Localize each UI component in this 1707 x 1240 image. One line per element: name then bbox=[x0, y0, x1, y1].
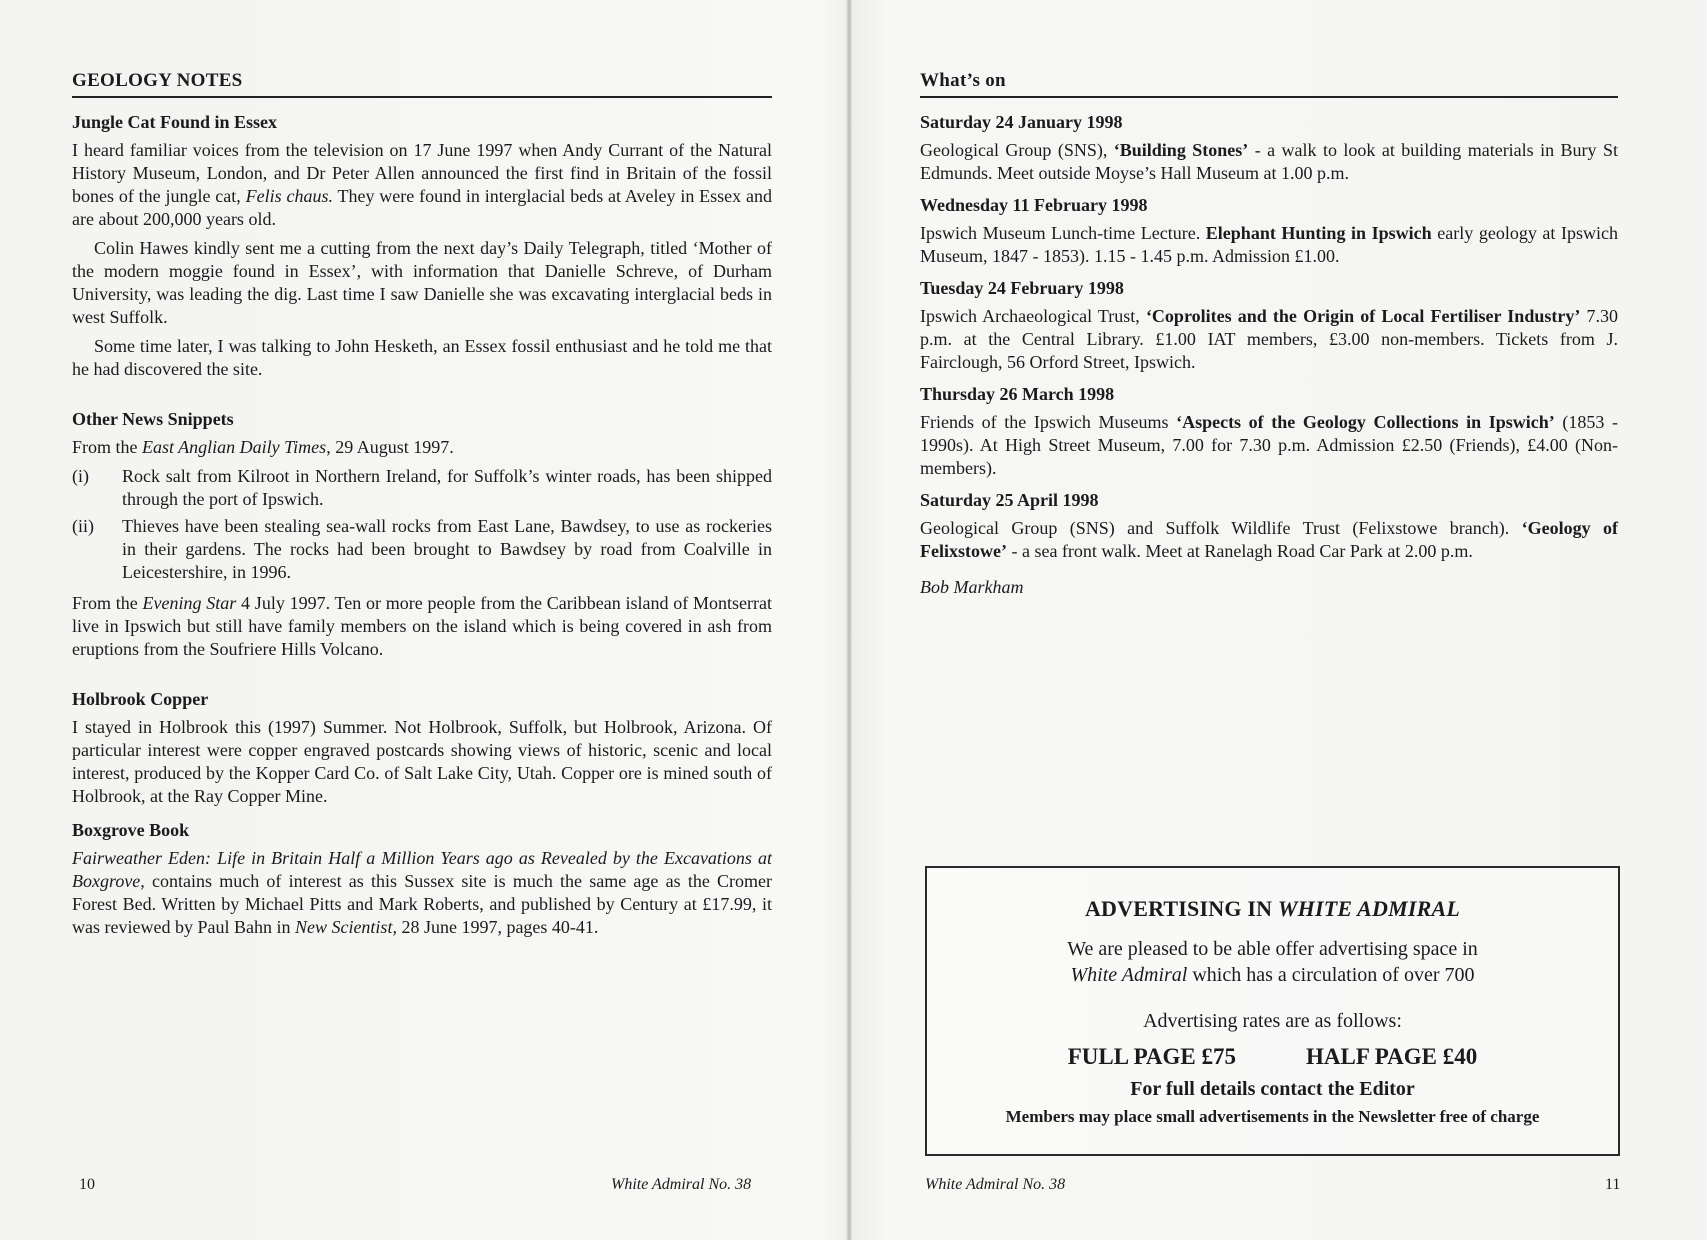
event-item bbox=[920, 112, 1618, 185]
event-date: Thursday 26 March 1998 bbox=[920, 384, 1115, 404]
event-text-a: Friends of the Ipswich Museums bbox=[920, 412, 1177, 432]
news-list-marker: (ii) bbox=[72, 516, 94, 536]
advertising-prices bbox=[927, 1044, 1618, 1070]
event-text-a: Ipswich Museum Lunch-time Lecture. bbox=[920, 223, 1206, 243]
event-date: Saturday 25 April 1998 bbox=[920, 490, 1099, 510]
advertising-line-2 bbox=[927, 962, 1618, 988]
evening-star-prefix: From the bbox=[72, 593, 143, 613]
jungle-cat-paragraph-1 bbox=[72, 139, 772, 231]
section-title-geology-notes: GEOLOGY NOTES bbox=[72, 70, 772, 98]
event-item bbox=[920, 384, 1618, 480]
news-intro-source: East Anglian Daily Times bbox=[142, 437, 327, 457]
evening-star-paragraph bbox=[72, 592, 772, 661]
event-title: ‘Building Stones’ bbox=[1113, 140, 1249, 160]
news-list-marker: (i) bbox=[72, 466, 89, 486]
event-description bbox=[920, 411, 1618, 480]
boxgrove-paragraph bbox=[72, 847, 772, 939]
evening-star-text: 4 July 1997. Ten or more people from the Caribbean island of Montserrat live in Ipswich but still have family members on the island which is being covered in ash from eruptions from the Soufriere Hills Volcano. bbox=[72, 593, 772, 659]
jungle-cat-heading: Jungle Cat Found in Essex bbox=[72, 112, 278, 132]
jungle-cat-paragraph-2: Colin Hawes kindly sent me a cutting from the next day’s Daily Telegraph, titled ‘Mother of the modern moggie found in Essex’, with information that Danielle Schreve, of Durham University, was leading the dig. Last time I saw Danielle she was excavating interglacial beds in west Suffolk. bbox=[72, 238, 772, 327]
event-title: ‘Aspects of the Geology Collections in Ipswich’ bbox=[1176, 412, 1555, 432]
advertising-rates-intro: Advertising rates are as follows: bbox=[1143, 1010, 1402, 1032]
news-intro-prefix: From the bbox=[72, 437, 142, 457]
left-column bbox=[72, 70, 772, 945]
event-text-b: - a walk to look at building materials in Bury St Edmunds. Meet outside Moyse’s Hall Museum at 1.00 p.m. bbox=[920, 140, 1618, 183]
event-title: ‘Coprolites and the Origin of Local Fertiliser Industry’ bbox=[1145, 306, 1581, 326]
event-text-a: Geological Group (SNS), bbox=[920, 140, 1114, 160]
event-text-b: 7.30 p.m. at the Central Library. £1.00 IAT members, £3.00 non-members. Tickets from J. Fairclough, 56 Orford Street, Ipswich. bbox=[920, 306, 1618, 372]
event-text-a: Geological Group (SNS) and Suffolk Wildlife Trust (Felixstowe branch). bbox=[920, 518, 1522, 538]
event-description bbox=[920, 517, 1618, 563]
holbrook-heading: Holbrook Copper bbox=[72, 689, 209, 709]
advertising-title bbox=[927, 896, 1618, 922]
section-title-whats-on: What’s on bbox=[920, 70, 1618, 98]
left-footer-title: White Admiral No. 38 bbox=[611, 1176, 752, 1193]
event-date: Tuesday 24 February 1998 bbox=[920, 278, 1124, 298]
advertising-box bbox=[925, 866, 1620, 1156]
event-title: ‘Geology of Felixstowe’ bbox=[920, 518, 1618, 561]
right-page-number: 11 bbox=[1605, 1176, 1621, 1193]
event-text-a: Ipswich Archaeological Trust, bbox=[920, 306, 1146, 326]
right-column bbox=[920, 70, 1618, 598]
event-text-b: - a sea front walk. Meet at Ranelagh Road Car Park at 2.00 p.m. bbox=[1006, 541, 1473, 561]
advertising-line-2-text: which has a circulation of over 700 bbox=[1187, 964, 1475, 986]
page-fold bbox=[846, 0, 852, 1240]
event-date: Wednesday 11 February 1998 bbox=[920, 195, 1148, 215]
right-footer-title: White Admiral No. 38 bbox=[925, 1176, 1066, 1193]
event-title: Elephant Hunting in Ipswich bbox=[1205, 223, 1432, 243]
news-list-text: Thieves have been stealing sea-wall rocks from East Lane, Bawdsey, to use as rockeries in their gardens. The rocks had been brought to Bawdsey by road from Coalville in Leicestershire, in 1996. bbox=[122, 516, 772, 582]
event-text-b: (1853 - 1990s). At High Street Museum, 7.00 for 7.30 p.m. Admission £2.50 (Friends), £4.00 (Non-members). bbox=[920, 412, 1619, 478]
boxgrove-book-title: Fairweather Eden: Life in Britain Half a Million Years ago as Revealed by the Excavations at Boxgrove, bbox=[72, 848, 772, 891]
jungle-cat-paragraph-3: Some time later, I was talking to John Hesketh, an Essex fossil enthusiast and he told me that he had discovered the site. bbox=[72, 336, 772, 379]
event-text-b: early geology at Ipswich Museum, 1847 - 1853). 1.15 - 1.45 p.m. Admission £1.00. bbox=[920, 223, 1618, 266]
advertising-title-prefix: ADVERTISING IN bbox=[1084, 896, 1278, 921]
event-date: Saturday 24 January 1998 bbox=[920, 112, 1123, 132]
event-item bbox=[920, 490, 1618, 563]
evening-star-source: Evening Star bbox=[142, 593, 237, 613]
author-signature: Bob Markham bbox=[920, 577, 1024, 597]
advertising-line-2-publication: White Admiral bbox=[1070, 964, 1188, 986]
boxgrove-text-b: 28 June 1997, pages 40-41. bbox=[396, 917, 599, 937]
news-intro bbox=[72, 436, 772, 459]
event-description bbox=[920, 305, 1618, 374]
news-list-text: Rock salt from Kilroot in Northern Ireland, for Suffolk’s winter roads, has been shipped through the port of Ipswich. bbox=[122, 466, 772, 509]
half-page-price: HALF PAGE £40 bbox=[1306, 1044, 1478, 1069]
event-description bbox=[920, 222, 1618, 268]
news-intro-suffix: , 29 August 1997. bbox=[326, 437, 454, 457]
jungle-cat-paragraph-1-text-b: They were found in interglacial beds at Aveley in Essex and are about 200,000 years old. bbox=[72, 186, 772, 229]
advertising-members-line: Members may place small advertisements in the Newsletter free of charge bbox=[1005, 1107, 1540, 1126]
advertising-line-1: We are pleased to be able offer advertising space in bbox=[1067, 938, 1478, 960]
left-page-number: 10 bbox=[79, 1176, 95, 1193]
boxgrove-text-a: contains much of interest as this Sussex site is much the same age as the Cromer Forest Bed. Written by Michael Pitts and Mark Roberts, and published by Century at £17.99, it was reviewed by Paul Bahn in bbox=[72, 871, 772, 937]
full-page-price: FULL PAGE £75 bbox=[1067, 1044, 1237, 1069]
news-list-item bbox=[72, 515, 772, 584]
boxgrove-heading: Boxgrove Book bbox=[72, 820, 190, 840]
holbrook-paragraph: I stayed in Holbrook this (1997) Summer. Not Holbrook, Suffolk, but Holbrook, Arizona. Of particular interest were copper engraved postcards showing views of historic, scenic and local interest, produced by the Kopper Card Co. of Salt Lake City, Utah. Copper ore is mined south of Holbrook, at the Ray Copper Mine. bbox=[72, 717, 772, 806]
jungle-cat-paragraph-1-text-a: I heard familiar voices from the television on 17 June 1997 when Andy Currant of the Natural History Museum, London, and Dr Peter Allen announced the first find in Britain of the fossil bones of the jungle cat, bbox=[72, 140, 772, 206]
advertising-contact-line: For full details contact the Editor bbox=[1130, 1078, 1415, 1100]
jungle-cat-species-name: Felis chaus. bbox=[245, 186, 333, 206]
boxgrove-source: New Scientist, bbox=[294, 917, 397, 937]
other-news-heading: Other News Snippets bbox=[72, 409, 234, 429]
event-item bbox=[920, 278, 1618, 374]
event-description bbox=[920, 139, 1618, 185]
news-list-item bbox=[72, 465, 772, 511]
advertising-title-publication: WHITE ADMIRAL bbox=[1277, 896, 1461, 921]
event-item bbox=[920, 195, 1618, 268]
